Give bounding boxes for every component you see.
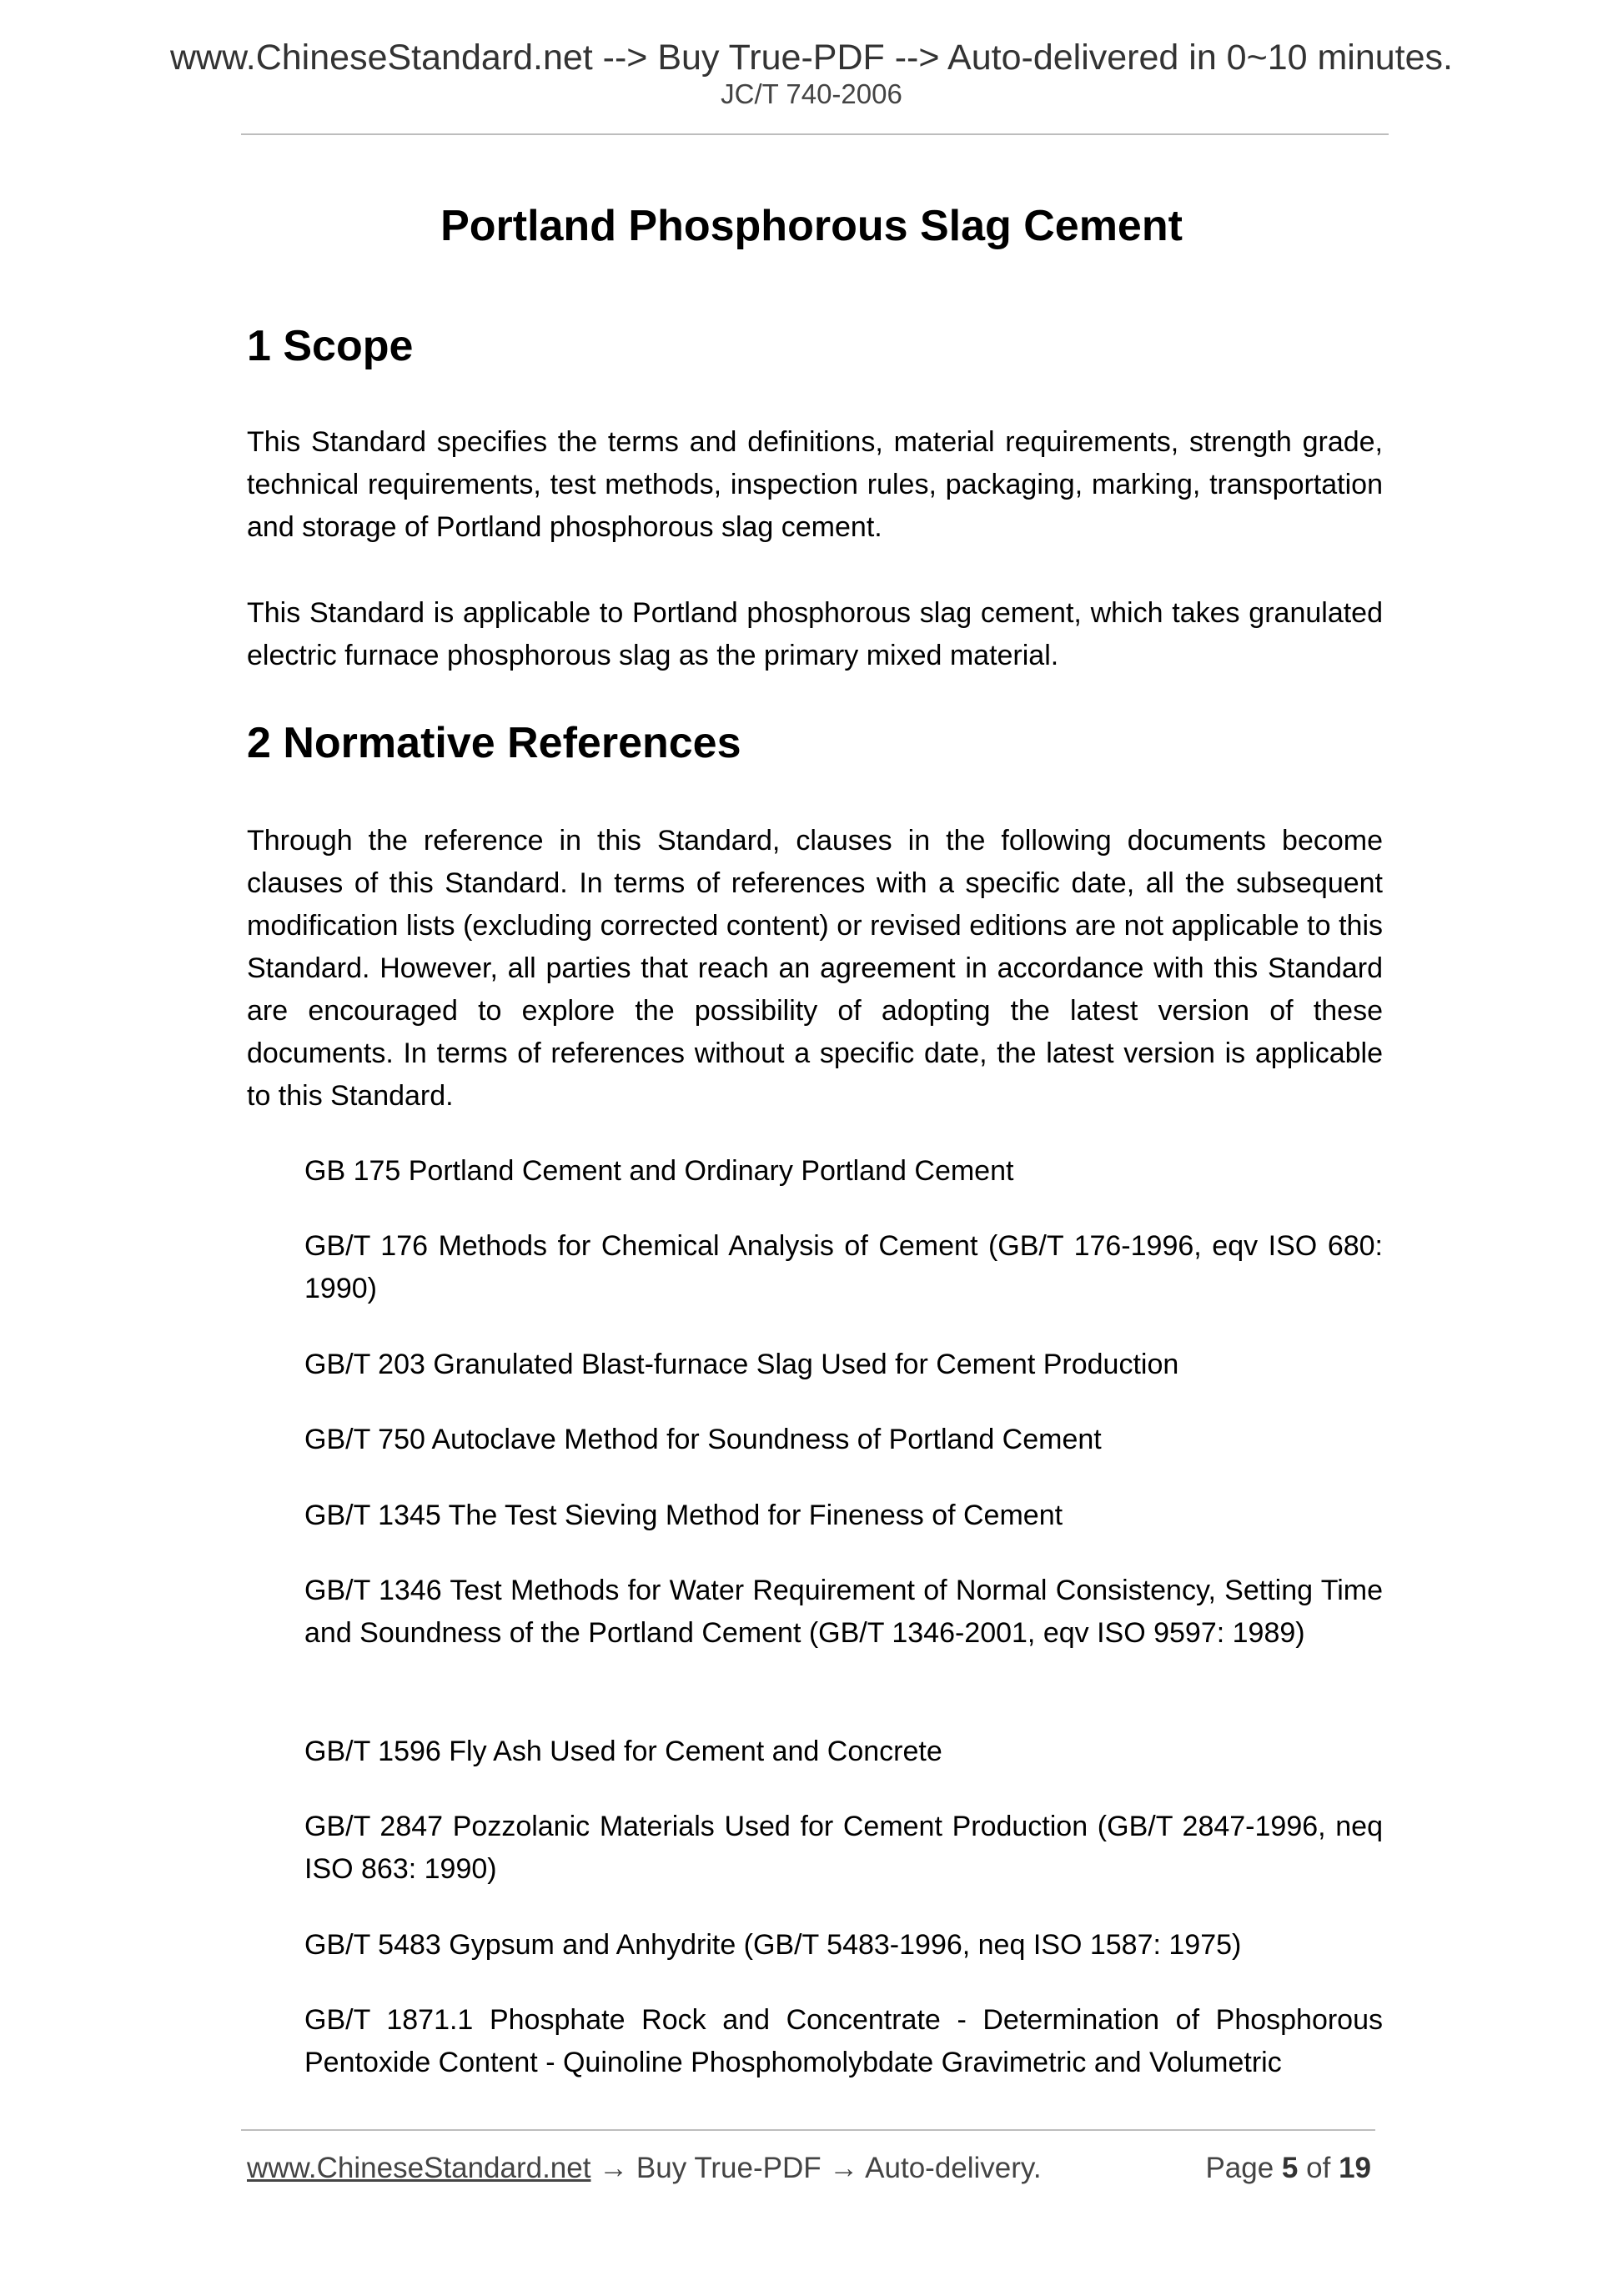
reference-item: GB/T 5483 Gypsum and Anhydrite (GB/T 5483-1996, neq ISO 1587: 1975) xyxy=(304,1929,1242,1961)
reference-item: GB/T 203 Granulated Blast-furnace Slag Used for Cement Production xyxy=(304,1349,1179,1380)
section-heading-normative-references: 2 Normative References xyxy=(247,719,741,767)
header-divider xyxy=(241,133,1389,135)
page-of-label: of xyxy=(1306,2152,1331,2184)
reference-item: GB/T 1871.1 Phosphate Rock and Concentrate - Determination of Phosphorous Pentoxide Content - Quinoline Phosphomolybdate Gravimetric and Volumetric xyxy=(304,2004,1383,2078)
header-banner: www.ChineseStandard.net --> Buy True-PDF --> Auto-delivered in 0~10 minutes. xyxy=(169,38,1453,78)
page-footer xyxy=(247,2152,1381,2188)
page-number xyxy=(1205,2152,1371,2185)
page-current: 5 xyxy=(1281,2152,1299,2184)
reference-item: GB/T 2847 Pozzolanic Materials Used for Cement Production (GB/T 2847-1996, neq ISO 863: 1990) xyxy=(304,1811,1383,1885)
reference-item: GB/T 1345 The Test Sieving Method for Fineness of Cement xyxy=(304,1500,1063,1531)
footer-tagline: → Buy True-PDF → Auto-delivery. xyxy=(590,2152,1042,2184)
standard-code: JC/T 740-2006 xyxy=(721,78,902,109)
scope-paragraph-2: This Standard is applicable to Portland phosphorous slag cement, which takes granulated electric furnace phosphorous slag as the primary mixed material. xyxy=(247,597,1383,671)
reference-item: GB/T 1346 Test Methods for Water Requirement of Normal Consistency, Setting Time and Soundness of the Portland Cement (GB/T 1346-2001, eqv ISO 9597: 1989) xyxy=(304,1575,1383,1649)
reference-item: GB/T 750 Autoclave Method for Soundness of Portland Cement xyxy=(304,1424,1102,1455)
footer-divider xyxy=(241,2129,1375,2131)
footer-site-link[interactable]: www.ChineseStandard.net xyxy=(247,2152,591,2184)
reference-item: GB 175 Portland Cement and Ordinary Portland Cement xyxy=(304,1155,1014,1187)
section-heading-scope: 1 Scope xyxy=(247,322,414,370)
references-intro-paragraph: Through the reference in this Standard, clauses in the following documents become clauses of this Standard. In terms of references with a specific date, all the subsequent modification lists (excluding corrected content) or revised editions are not applicable to this Standard. However, all parties that reach an agreement in accordance with this Standard are encouraged to explore the possibility of adopting the latest version of these documents. In terms of references without a specific date, the latest version is applicable to this Standard. xyxy=(247,825,1383,1112)
scope-paragraph-1: This Standard specifies the terms and definitions, material requirements, strength grade, technical requirements, test methods, inspection rules, packaging, marking, transportation and storage of Portland phosphorous slag cement. xyxy=(247,426,1383,543)
reference-item: GB/T 176 Methods for Chemical Analysis of Cement (GB/T 176-1996, eqv ISO 680: 1990) xyxy=(304,1230,1383,1304)
reference-item: GB/T 1596 Fly Ash Used for Cement and Concrete xyxy=(304,1736,942,1767)
page-total: 19 xyxy=(1339,2152,1371,2184)
document-title: Portland Phosphorous Slag Cement xyxy=(440,202,1183,250)
footer-promo xyxy=(247,2152,1042,2185)
page-label: Page xyxy=(1205,2152,1274,2184)
